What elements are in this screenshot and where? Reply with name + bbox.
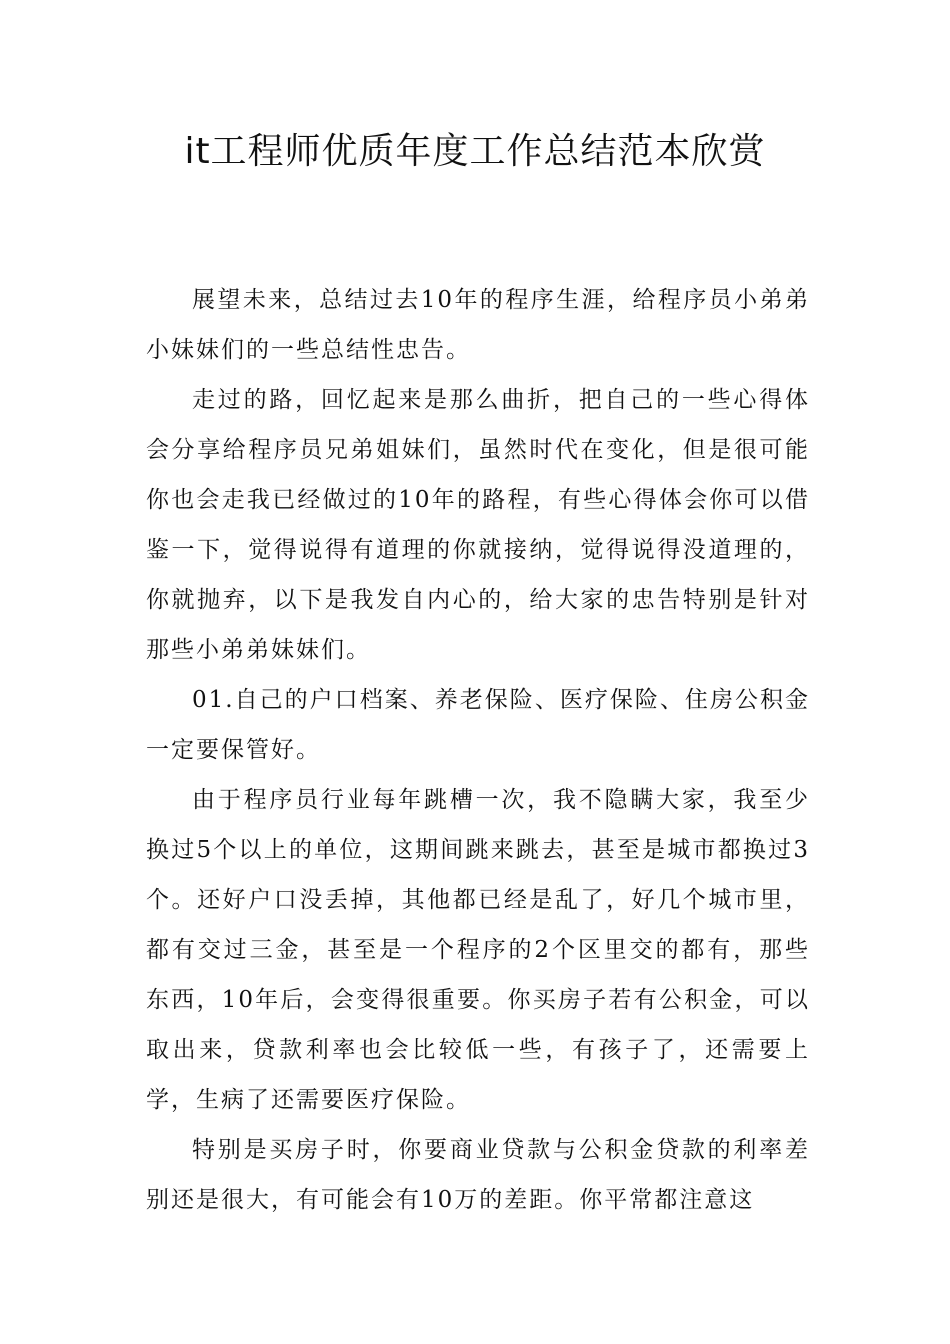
paragraph-job-hopping: 由于程序员行业每年跳槽一次，我不隐瞒大家，我至少换过5个以上的单位，这期间跳来跳去，甚至是城市都换过3个。还好户口没丢掉，其他都已经是乱了，好几个城市里，都有交过三金，甚至是一个程序的2个区里交的都有，那些东西，10年后，会变得很重要。你买房子若有公积金，可以取出来，贷款利率也会比较低一些，有孩子了，还需要上学，生病了还需要医疗保险。 [146, 787, 810, 1113]
document-title: it工程师优质年度工作总结范本欣赏 [184, 131, 766, 172]
paragraph-experience: 走过的路，回忆起来是那么曲折，把自己的一些心得体会分享给程序员兄弟姐妹们，虽然时代在变化，但是很可能你也会走我已经做过的10年的路程，有些心得体会你可以借鉴一下，觉得说得有道理的你就接纳，觉得说得没道理的，你就抛弃，以下是我发自内心的，给大家的忠告特别是针对那些小弟弟妹妹们。 [146, 387, 810, 663]
paragraph-housing-loan: 特别是买房子时，你要商业贷款与公积金贷款的利率差别还是很大，有可能会有10万的差距。你平常都注意这 [146, 1137, 810, 1213]
paragraph-intro: 展望未来，总结过去10年的程序生涯，给程序员小弟弟小妹妹们的一些总结性忠告。 [146, 287, 810, 363]
paragraph-advice-01: 01.自己的户口档案、养老保险、医疗保险、住房公积金一定要保管好。 [146, 687, 810, 763]
document-body [146, 275, 810, 1225]
